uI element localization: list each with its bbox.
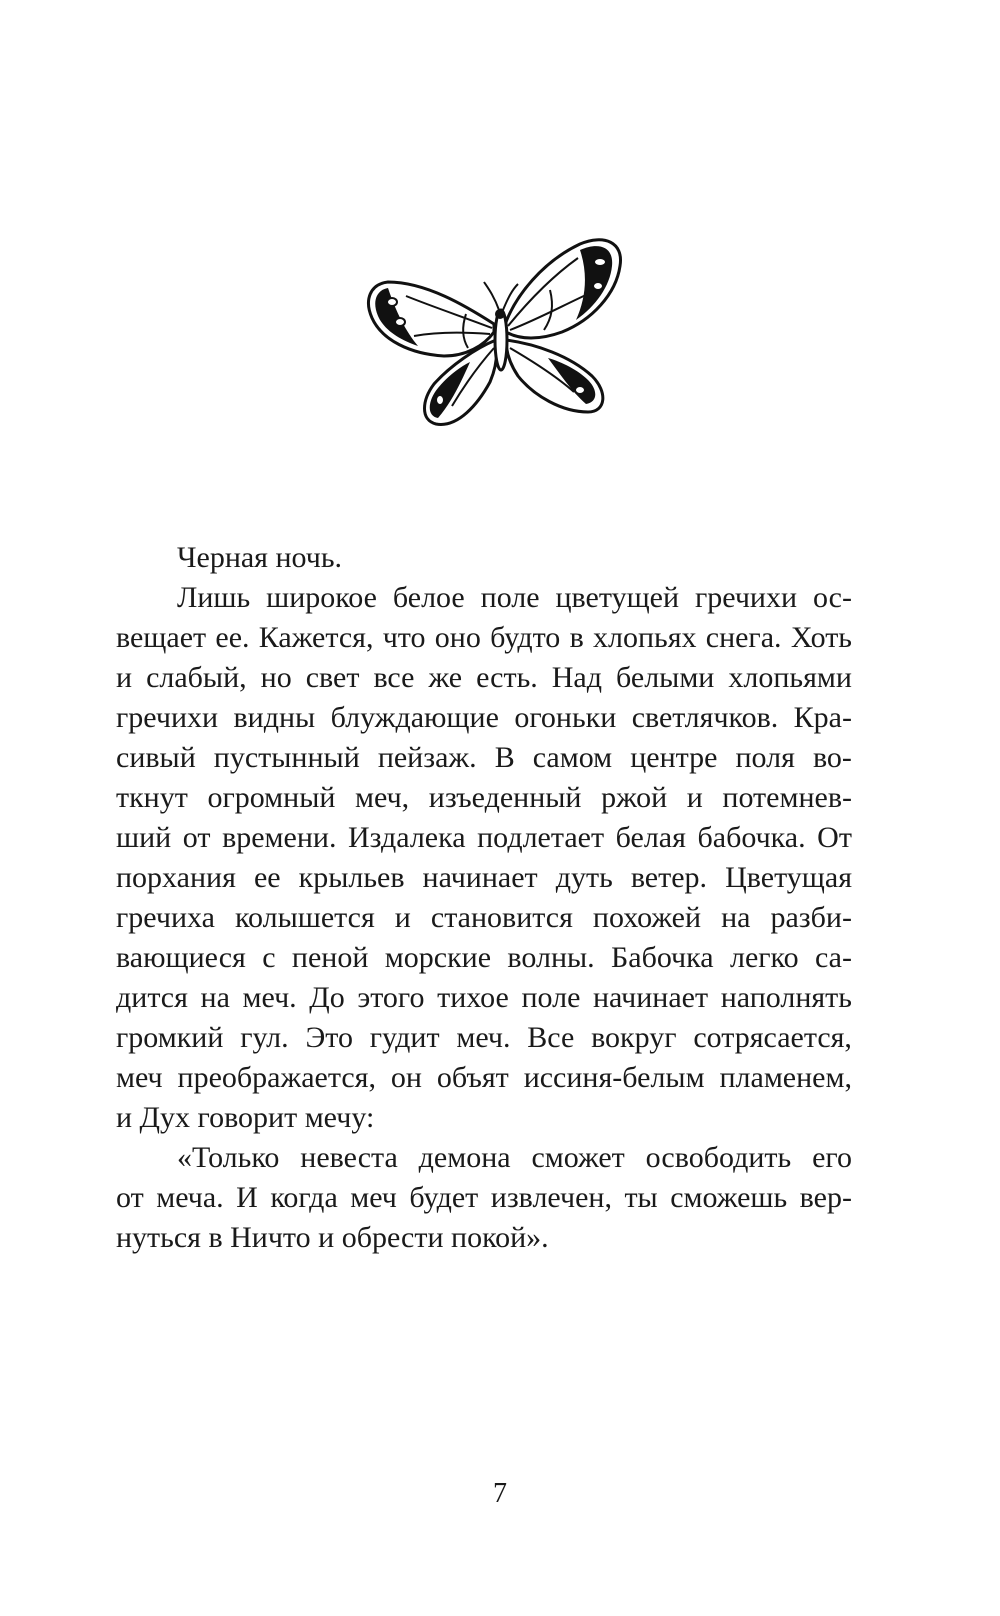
text-line: «Только невеста демона сможет освободить его bbox=[177, 1141, 852, 1174]
text-line: Лишь широкое белое поле цветущей гречихи ос- bbox=[177, 581, 852, 614]
text-line: вещает ее. Кажется, что оно будто в хлопьях снега. Хоть bbox=[116, 621, 852, 654]
page-number: 7 bbox=[493, 1478, 507, 1509]
text-line: гречихи видны блуждающие огоньки светлячков. Кра- bbox=[116, 701, 852, 734]
text-line: нуться в Ничто и обрести покой». bbox=[116, 1221, 549, 1254]
text-line: и Дух говорит мечу: bbox=[116, 1101, 375, 1134]
text-line: гречиха колышется и становится похожей на разби- bbox=[116, 901, 852, 934]
text-line: от меча. И когда меч будет извлечен, ты сможешь вер- bbox=[116, 1181, 852, 1214]
text-line: порхания ее крыльев начинает дуть ветер. Цветущая bbox=[116, 861, 852, 894]
text-line: вающиеся с пеной морские волны. Бабочка легко са- bbox=[116, 941, 852, 974]
text-line: громкий гул. Это гудит меч. Все вокруг сотрясается, bbox=[116, 1021, 852, 1054]
story-text bbox=[116, 538, 852, 1258]
butterfly-illustration-icon bbox=[366, 236, 634, 436]
text-line: меч преображается, он объят иссиня-белым пламенем, bbox=[116, 1061, 852, 1094]
text-line: сивый пустынный пейзаж. В самом центре поля во- bbox=[116, 741, 852, 774]
text-line: ший от времени. Издалека подлетает белая бабочка. От bbox=[116, 821, 852, 854]
text-line: ткнут огромный меч, изъеденный ржой и потемнев- bbox=[116, 781, 852, 814]
text-line: Черная ночь. bbox=[177, 541, 343, 574]
text-line: и слабый, но свет все же есть. Над белыми хлопьями bbox=[116, 661, 852, 694]
text-line: дится на меч. До этого тихое поле начинает наполнять bbox=[116, 981, 852, 1014]
